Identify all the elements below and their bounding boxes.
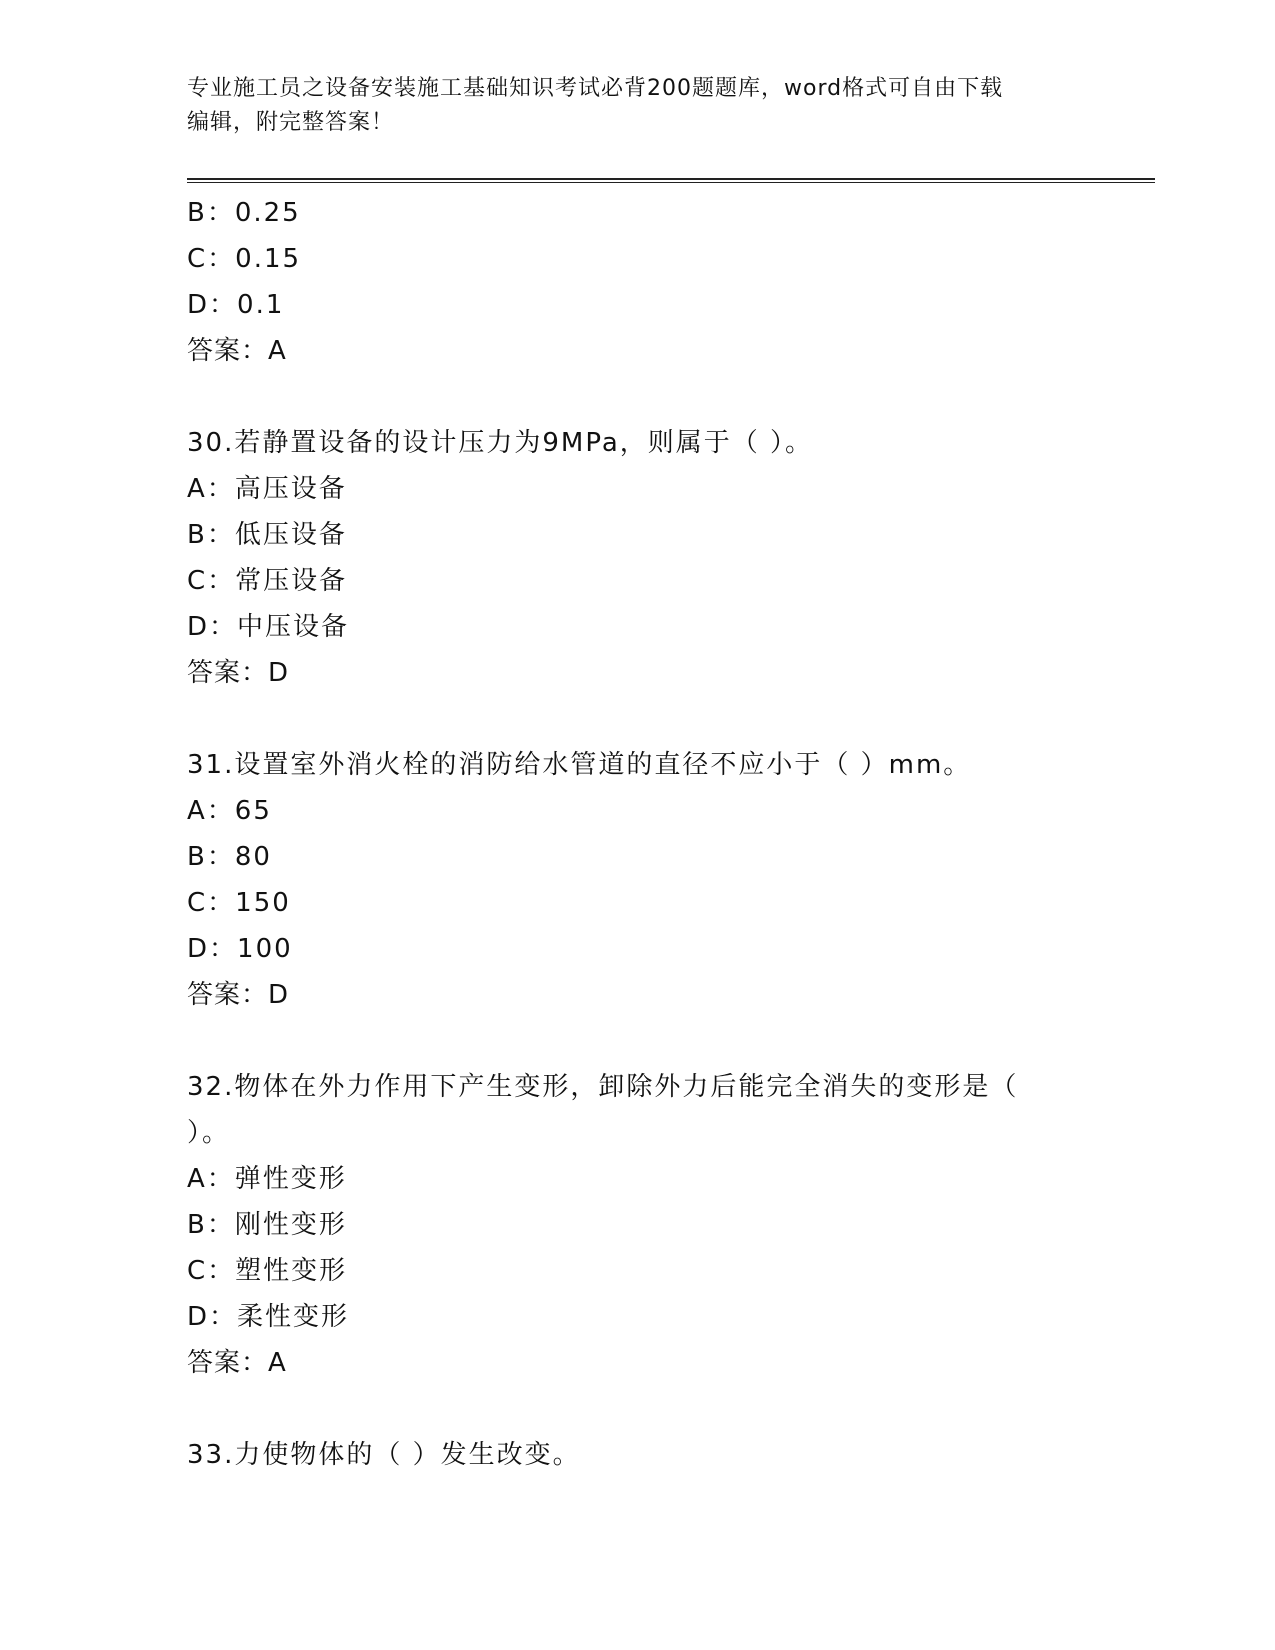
document-header — [187, 72, 1087, 140]
option-b: B：0.25 — [187, 198, 301, 228]
question-31 — [187, 742, 1147, 1018]
question-stem: 33.力使物体的（ ）发生改变。 — [187, 1440, 581, 1470]
question-stem: 30.若静置设备的设计压力为9MPa，则属于（ ）。 — [187, 428, 814, 458]
option-c: C：常压设备 — [187, 566, 348, 596]
answer-line: 答案：D — [187, 980, 290, 1010]
question-list — [187, 190, 1147, 1478]
option-d: D：中压设备 — [187, 612, 350, 642]
answer-line: 答案：A — [187, 336, 287, 366]
question-stem: 31.设置室外消火栓的消防给水管道的直径不应小于（ ）mm。 — [187, 750, 972, 780]
option-c: C：150 — [187, 888, 291, 918]
option-d: D：0.1 — [187, 290, 285, 320]
spacer — [187, 696, 1147, 742]
header-divider — [187, 178, 1155, 183]
option-a: A：弹性变形 — [187, 1164, 347, 1194]
spacer — [187, 1018, 1147, 1064]
option-c: C：塑性变形 — [187, 1256, 348, 1286]
question-33 — [187, 1432, 1147, 1478]
spacer — [187, 374, 1147, 420]
option-a: A：高压设备 — [187, 474, 347, 504]
option-b: B：低压设备 — [187, 520, 347, 550]
question-30 — [187, 420, 1147, 696]
question-29-tail — [187, 190, 1147, 374]
spacer — [187, 1386, 1147, 1432]
option-b: B：80 — [187, 842, 272, 872]
header-title-line-1: 专业施工员之设备安装施工基础知识考试必背200题题库，word格式可自由下载 — [187, 76, 1004, 101]
header-title-line-2: 编辑，附完整答案！ — [187, 110, 395, 135]
option-c: C：0.15 — [187, 244, 302, 274]
option-a: A：65 — [187, 796, 272, 826]
option-d: D：100 — [187, 934, 293, 964]
option-d: D：柔性变形 — [187, 1302, 350, 1332]
question-stem-line-2: ）。 — [187, 1118, 231, 1148]
question-stem-line-1: 32.物体在外力作用下产生变形，卸除外力后能完全消失的变形是（ — [187, 1072, 1019, 1102]
question-32 — [187, 1064, 1147, 1386]
answer-line: 答案：D — [187, 658, 290, 688]
answer-line: 答案：A — [187, 1348, 287, 1378]
option-b: B：刚性变形 — [187, 1210, 347, 1240]
